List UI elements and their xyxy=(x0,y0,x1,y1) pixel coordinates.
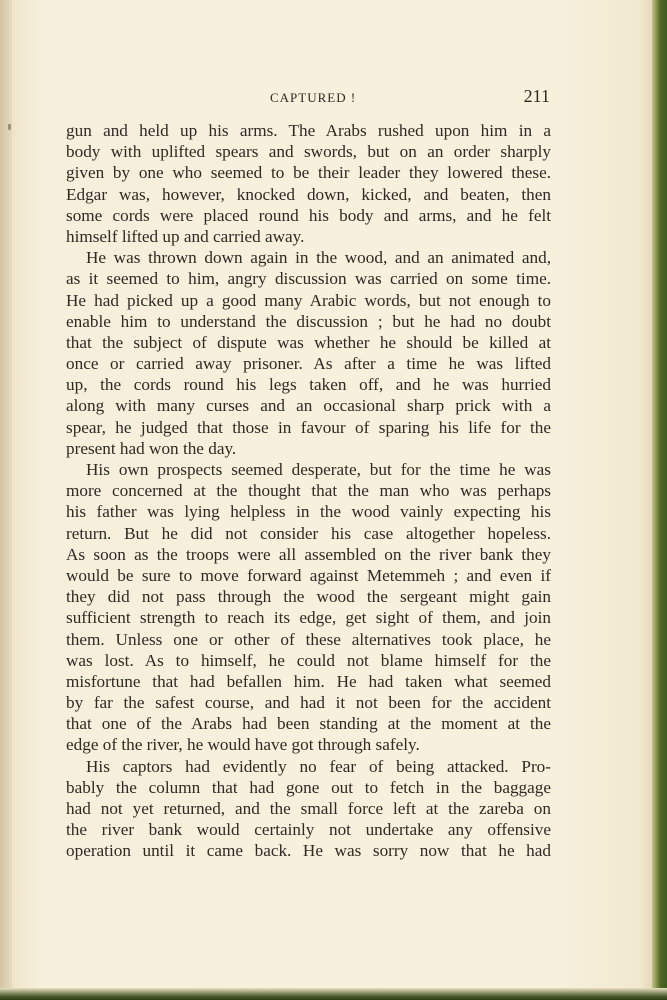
text-line: His captors had evidently no fear of being attacked. Pro- xyxy=(86,756,551,776)
text-line: his father was lying helpless in the wood vainly expecting his xyxy=(66,502,551,522)
page-number: 211 xyxy=(523,86,550,106)
page-blemish xyxy=(8,124,11,130)
text-line: bably the column that had gone out to fetch in the baggage xyxy=(66,777,551,797)
text-line: more concerned at the thought that the man who was perhaps xyxy=(66,481,551,501)
text-line: once or carried away prisoner. As after a time he was lifted xyxy=(66,354,551,374)
text-line: Edgar was, however, knocked down, kicked, and beaten, then xyxy=(66,184,551,204)
text-line: would be sure to move forward against Metemmeh ; and even if xyxy=(66,565,551,585)
text-line: edge of the river, he would have got through safely. xyxy=(66,735,420,755)
text-line: operation until it came back. He was sorry now that he had xyxy=(66,841,551,861)
text-line: gun and held up his arms. The Arabs rushed upon him in a xyxy=(66,121,551,140)
text-line: some cords were placed round his body and arms, and he felt xyxy=(66,205,551,225)
text-line: His own prospects seemed desperate, but for the time he was xyxy=(86,460,551,479)
text-line: was lost. As to himself, he could not blame himself for the xyxy=(66,650,551,670)
text-line: that the subject of dispute was whether he should be killed at xyxy=(66,332,551,352)
text-line: sufficient strength to reach its edge, get sight of them, and join xyxy=(66,608,551,628)
text-line: by far the safest course, and had it not been for the accident xyxy=(66,693,551,713)
text-line: He had picked up a good many Arabic words, but not enough to xyxy=(66,290,551,310)
book-cover-bottom-edge xyxy=(0,988,667,1000)
text-line: body with uplifted spears and swords, but on an order sharply xyxy=(66,142,551,162)
text-line: return. But he did not consider his case altogether hopeless. xyxy=(66,523,551,543)
text-line: as it seemed to him, angry discussion was carried on some time. xyxy=(66,269,551,289)
text-line: given by one who seemed to be their leader they lowered these. xyxy=(66,163,551,183)
text-line: enable him to understand the discussion ; but he had no doubt xyxy=(66,311,551,331)
text-line: As soon as the troops were all assembled on the river bank they xyxy=(66,544,551,564)
body-text xyxy=(66,120,551,862)
text-line: up, the cords round his legs taken off, and he was hurried xyxy=(66,375,551,395)
text-line: misfortune that had befallen him. He had taken what seemed xyxy=(66,671,551,691)
text-line: along with many curses and an occasional sharp prick with a xyxy=(66,396,551,416)
text-line: himself lifted up and carried away. xyxy=(66,226,305,246)
running-head xyxy=(270,86,552,108)
text-line: the river bank would certainly not undertake any offensive xyxy=(66,820,551,840)
page-gutter xyxy=(0,0,12,1000)
text-line: had not yet returned, and the small force left at the zareba on xyxy=(66,799,551,818)
book-cover-edge xyxy=(652,0,667,1000)
text-line: them. Unless one or other of these alternatives took place, he xyxy=(66,629,551,649)
text-line: He was thrown down again in the wood, and an animated and, xyxy=(86,248,551,268)
text-line: spear, he judged that those in favour of sparing his life for the xyxy=(66,417,551,437)
text-line: they did not pass through the wood the sergeant might gain xyxy=(66,587,551,607)
text-line: that one of the Arabs had been standing at the moment at the xyxy=(66,714,551,734)
running-title: CAPTURED ! xyxy=(270,90,357,105)
text-line: present had won the day. xyxy=(66,438,237,458)
